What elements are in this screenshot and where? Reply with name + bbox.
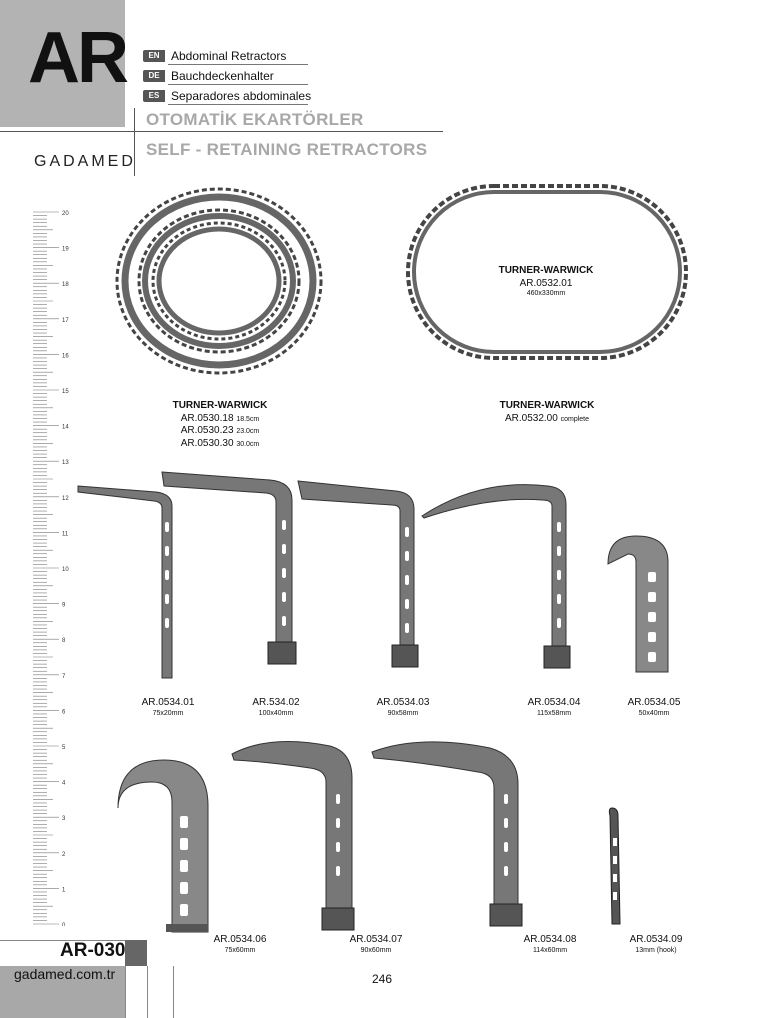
caption-item (150, 438, 290, 451)
caption-complete (472, 400, 622, 425)
ruler-label: 14 (62, 424, 69, 431)
caption-blade-6 (200, 934, 280, 955)
lang-text-de: Bauchdeckenhalter (171, 69, 274, 83)
blade-image-8 (370, 738, 526, 934)
caption-code: AR.0534.06 (213, 934, 267, 945)
caption-blade-2 (236, 697, 316, 718)
ruler-label: 17 (62, 317, 69, 324)
ruler-label: 16 (62, 353, 69, 360)
lang-row-en (143, 47, 286, 65)
caption-rings (150, 400, 290, 450)
title-english: SELF - RETAINING RETRACTORS (146, 140, 428, 159)
brand-logo (34, 153, 136, 171)
lang-tag-es: ES (143, 90, 165, 102)
caption-title: TURNER-WARWICK (498, 265, 594, 276)
caption-code: AR.0534.05 (627, 697, 681, 708)
caption-blade-9 (616, 934, 696, 955)
caption-size: 75x60mm (224, 946, 256, 954)
ruler-label: 7 (62, 673, 66, 680)
caption-size: 23.0cm (236, 428, 260, 435)
caption-code: AR.0534.09 (629, 934, 683, 945)
caption-size: 30.0cm (236, 440, 260, 448)
blade-image-2 (160, 470, 300, 680)
caption-size: 100x40mm (258, 709, 294, 717)
caption-blade-3 (363, 697, 443, 718)
caption-code: AR.0534.07 (349, 934, 403, 945)
ruler-label: 6 (62, 709, 66, 716)
caption-size: 115x58mm (536, 709, 572, 717)
ruler-label: 1 (62, 887, 66, 894)
lang-text-en: Abdominal Retractors (171, 49, 287, 63)
caption-size: 90x60mm (360, 946, 392, 954)
ring-retractors-image (108, 180, 330, 382)
section-code: AR (28, 18, 126, 98)
caption-size: 50x40mm (638, 709, 670, 717)
ruler-label: 11 (62, 531, 69, 538)
caption-blade-4 (514, 697, 594, 718)
blade-image-3 (296, 477, 422, 682)
ruler-label: 9 (62, 602, 66, 609)
ruler-label: 4 (62, 780, 66, 787)
caption-size: 75x20mm (152, 709, 184, 717)
lang-text-es: Separadores abdominales (171, 89, 312, 103)
caption-code: AR.0534.04 (527, 697, 581, 708)
divider (168, 64, 308, 65)
ruler-label: 0 (62, 923, 66, 926)
page-number: 246 (372, 972, 393, 986)
caption-note: complete (560, 415, 589, 423)
caption-size: 460x330mm (526, 290, 566, 297)
footer-box (125, 966, 148, 1018)
caption-code: AR.0530.23 (180, 425, 234, 436)
logo-text: GADAMED (34, 153, 136, 170)
divider (168, 84, 308, 85)
caption-code: AR.0530.18 (180, 412, 234, 424)
caption-oval (466, 265, 626, 299)
caption-item (472, 413, 622, 426)
caption-size: 13mm (hook) (635, 946, 677, 954)
lang-tag-de: DE (143, 70, 165, 82)
ruler-label: 3 (62, 816, 66, 823)
ruler-label: 18 (62, 282, 69, 289)
divider (0, 131, 443, 132)
caption-blade-7 (336, 934, 416, 955)
caption-code: AR.0534.08 (523, 934, 577, 945)
caption-code: AR.0530.30 (180, 437, 234, 449)
caption-code: AR.0532.01 (519, 277, 573, 289)
ruler-label: 12 (62, 495, 69, 502)
ruler-label: 19 (62, 246, 69, 253)
page-code: AR-030 (60, 940, 126, 961)
blade-image-6 (116, 756, 212, 936)
lang-row-de (143, 67, 274, 85)
caption-code: AR.0532.00 (504, 412, 558, 424)
caption-code: AR.0534.03 (376, 697, 430, 708)
divider (168, 104, 308, 105)
title-turkish: OTOMATİK EKARTÖRLER (146, 110, 364, 129)
ruler-label: 10 (62, 567, 69, 573)
blade-image-4 (420, 478, 576, 682)
caption-code: AR.0534.01 (141, 697, 195, 708)
ruler-label: 15 (62, 389, 69, 395)
footer-strip (125, 940, 147, 966)
footer-box (147, 966, 174, 1018)
ruler-label: 20 (62, 211, 69, 217)
lang-row-es (143, 87, 311, 105)
caption-item (150, 425, 290, 438)
ruler-label: 13 (62, 460, 69, 467)
blade-image-7 (230, 738, 360, 934)
caption-blade-5 (614, 697, 694, 718)
caption-blade-8 (510, 934, 590, 955)
blade-image-9 (604, 804, 628, 930)
caption-size: 18.5cm (236, 415, 260, 423)
ruler-label: 2 (62, 851, 66, 858)
caption-code: AR.534.02 (252, 697, 300, 708)
caption-title: TURNER-WARWICK (172, 400, 268, 411)
caption-item (150, 413, 290, 426)
caption-size: 90x58mm (387, 709, 419, 717)
measurement-ruler (33, 210, 73, 926)
lang-tag-en: EN (143, 50, 165, 62)
caption-blade-1 (128, 697, 208, 718)
website-link[interactable]: gadamed.com.tr (14, 966, 116, 982)
blade-image-5 (606, 532, 672, 676)
caption-title: TURNER-WARWICK (499, 400, 595, 411)
caption-size: 114x60mm (532, 946, 568, 954)
ruler-label: 8 (62, 638, 66, 645)
ruler-label: 5 (62, 745, 66, 751)
